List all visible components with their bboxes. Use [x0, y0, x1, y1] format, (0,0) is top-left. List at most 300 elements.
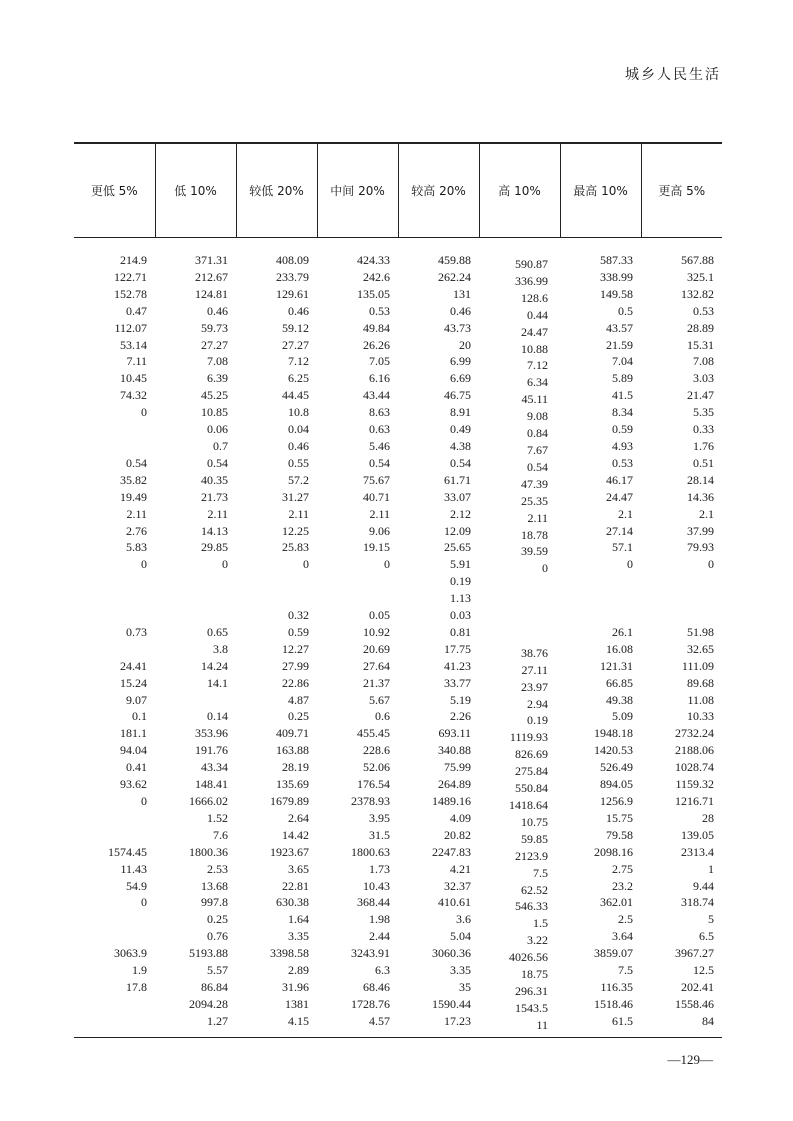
table-cell: 424.33 — [357, 253, 390, 267]
table-row — [74, 573, 722, 590]
table-cell: 7.5 — [618, 963, 633, 978]
table-cell: 7.05 — [369, 354, 390, 369]
table-cell: 7.67 — [527, 442, 548, 457]
table-cell: 51.98 — [687, 624, 714, 639]
table-cell: 0.54 — [207, 455, 228, 470]
table-cell: 75.67 — [363, 472, 390, 487]
table-cell: 409.71 — [276, 726, 309, 741]
table-cell: 131 — [453, 286, 471, 301]
table-cell — [317, 590, 398, 607]
table-cell: 5.83 — [126, 540, 147, 555]
table-row — [74, 776, 722, 793]
table-cell: 2098.16 — [594, 844, 633, 859]
table-cell: 1159.32 — [675, 777, 714, 792]
table-cell: 122.71 — [114, 269, 147, 284]
table-cell: 1.98 — [369, 912, 390, 927]
table-cell: 362.01 — [600, 895, 633, 910]
table-cell: 10.88 — [521, 341, 548, 356]
table-cell: 19.49 — [120, 489, 147, 504]
table-cell: 6.34 — [527, 375, 548, 390]
table-cell: 61.71 — [444, 472, 471, 487]
table-cell: 28.14 — [687, 472, 714, 487]
table-cell: 7.08 — [207, 354, 228, 369]
table-cell: 0.54 — [527, 459, 548, 474]
table-cell: 10.85 — [201, 405, 228, 420]
table-cell: 2.53 — [207, 861, 228, 876]
table-cell: 0.53 — [693, 303, 714, 318]
table-cell: 2.64 — [288, 810, 309, 825]
table-cell: 587.33 — [600, 253, 633, 267]
table-cell: 46.17 — [606, 472, 633, 487]
table-cell: 132.82 — [681, 286, 714, 301]
table-cell: 0.44 — [527, 307, 548, 322]
table-cell: 5.67 — [369, 692, 390, 707]
table-cell: 44.45 — [282, 388, 309, 403]
table-cell: 242.6 — [363, 269, 390, 284]
table-row — [74, 607, 722, 624]
table-cell: 408.09 — [276, 253, 309, 267]
table-cell: 0.65 — [207, 624, 228, 639]
table-body — [74, 238, 722, 1030]
table-cell: 93.62 — [120, 777, 147, 792]
table-cell: 10.33 — [687, 709, 714, 724]
table-cell: 6.5 — [699, 929, 714, 944]
table-cell: 3.65 — [288, 861, 309, 876]
table-cell: 3398.58 — [270, 946, 309, 961]
table-cell: 0.54 — [369, 455, 390, 470]
table-cell: 4.38 — [450, 438, 471, 453]
table-cell: 15.31 — [687, 337, 714, 352]
table-row — [74, 658, 722, 675]
table-cell: 66.85 — [606, 675, 633, 690]
table-cell: 27.27 — [201, 337, 228, 352]
table-row — [74, 320, 722, 337]
table-row — [74, 708, 722, 725]
table-cell: 52.06 — [363, 760, 390, 775]
table-cell: 9.06 — [369, 523, 390, 538]
table-cell — [641, 607, 722, 624]
table-cell: 1119.93 — [509, 730, 548, 745]
table-cell: 5.91 — [450, 557, 471, 572]
table-cell: 3.6 — [456, 912, 471, 927]
table-cell — [74, 641, 155, 658]
table-cell: 4.57 — [369, 1013, 390, 1028]
table-cell: 15.24 — [120, 675, 147, 690]
table-cell — [74, 1013, 155, 1030]
table-cell: 14.13 — [201, 523, 228, 538]
table-cell: 5.35 — [693, 405, 714, 420]
table-row — [74, 353, 722, 370]
table-cell: 26.1 — [612, 624, 633, 639]
table-cell — [74, 827, 155, 844]
table-cell — [317, 573, 398, 590]
table-cell: 46.75 — [444, 388, 471, 403]
table-cell: 21.47 — [687, 388, 714, 403]
table-cell: 11.43 — [120, 861, 147, 876]
table-row — [74, 370, 722, 387]
table-cell: 0.32 — [288, 608, 309, 623]
column-header: 更高 5% — [641, 143, 722, 238]
table-cell: 31.96 — [282, 979, 309, 994]
table-cell: 112.07 — [114, 320, 147, 335]
table-cell: 24.47 — [521, 324, 548, 339]
table-row — [74, 421, 722, 438]
table-cell: 410.61 — [438, 895, 471, 910]
table-cell: 0.46 — [288, 438, 309, 453]
table-cell: 31.5 — [369, 827, 390, 842]
table-cell: 0.81 — [450, 624, 471, 639]
table-cell: 0 — [542, 561, 548, 576]
table-cell: 21.37 — [363, 675, 390, 690]
table-row — [74, 675, 722, 692]
table-cell: 5.57 — [207, 963, 228, 978]
table-cell: 353.96 — [195, 726, 228, 741]
table-cell: 6.69 — [450, 371, 471, 386]
table-row — [74, 861, 722, 878]
table-cell: 368.44 — [357, 895, 390, 910]
table-cell: 49.38 — [606, 692, 633, 707]
table-cell: 5193.88 — [189, 946, 228, 961]
table-cell: 13.68 — [201, 878, 228, 893]
table-row — [74, 1013, 722, 1030]
table-cell: 233.79 — [276, 269, 309, 284]
table-cell — [74, 810, 155, 827]
table-cell: 135.69 — [276, 777, 309, 792]
table-cell: 14.42 — [282, 827, 309, 842]
table-cell: 14.24 — [201, 658, 228, 673]
table-cell: 693.11 — [438, 726, 471, 741]
table-cell: 2.89 — [288, 963, 309, 978]
table-cell: 336.99 — [515, 273, 548, 288]
table-cell: 7.6 — [213, 827, 228, 842]
table-cell: 22.86 — [282, 675, 309, 690]
table-cell: 202.41 — [681, 979, 714, 994]
table-cell: 148.41 — [195, 777, 228, 792]
table-cell: 6.16 — [369, 371, 390, 386]
table-cell: 0.46 — [288, 303, 309, 318]
table-row — [74, 928, 722, 945]
table-cell: 1420.53 — [594, 743, 633, 758]
table-cell: 17.75 — [444, 641, 471, 656]
table-cell: 0 — [141, 794, 147, 808]
table-cell: 20.69 — [363, 641, 390, 656]
table-cell: 54.9 — [126, 878, 147, 893]
table-cell: 2.26 — [450, 709, 471, 724]
table-row — [74, 624, 722, 641]
table-cell: 8.34 — [612, 405, 633, 420]
table-cell: 38.76 — [521, 645, 548, 660]
table-cell: 0.41 — [126, 760, 147, 775]
table-cell — [74, 911, 155, 928]
table-cell — [560, 590, 641, 607]
table-cell: 3.03 — [693, 371, 714, 386]
table-cell — [74, 996, 155, 1013]
table-cell: 116.35 — [600, 979, 633, 994]
table-cell: 0.47 — [126, 303, 147, 318]
table-cell: 24.41 — [120, 658, 147, 673]
table-cell: 49.84 — [363, 320, 390, 335]
table-cell: 1 — [708, 861, 714, 876]
table-cell: 2.94 — [527, 696, 548, 711]
table-cell: 0 — [141, 895, 147, 910]
table-row — [74, 979, 722, 996]
table-cell: 228.6 — [363, 743, 390, 758]
table-cell: 45.25 — [201, 388, 228, 403]
table-cell: 7.04 — [612, 354, 633, 369]
table-cell: 4.21 — [450, 861, 471, 876]
table-cell: 28 — [702, 810, 714, 825]
table-cell: 0.04 — [288, 422, 309, 437]
table-cell: 10.8 — [288, 405, 309, 420]
table-cell: 35 — [459, 979, 471, 994]
table-cell: 2.75 — [612, 861, 633, 876]
table-cell: 16.08 — [606, 641, 633, 656]
table-cell: 1.52 — [207, 810, 228, 825]
table-cell: 2188.06 — [675, 743, 714, 758]
table-row — [74, 590, 722, 607]
table-cell: 149.58 — [600, 286, 633, 301]
table-cell: 11 — [536, 1017, 548, 1032]
table-cell: 20 — [459, 337, 471, 352]
table-cell: 455.45 — [357, 726, 390, 741]
table-cell — [74, 438, 155, 455]
table-cell: 3.64 — [612, 929, 633, 944]
table-cell: 128.6 — [521, 290, 548, 305]
table-cell: 26.26 — [363, 337, 390, 352]
table-cell: 6.3 — [375, 963, 390, 978]
table-cell: 5.46 — [369, 438, 390, 453]
table-cell: 33.77 — [444, 675, 471, 690]
table-row — [74, 387, 722, 404]
table-cell: 181.1 — [120, 726, 147, 741]
table-cell: 0.25 — [207, 912, 228, 927]
table-cell: 264.89 — [438, 777, 471, 792]
table-cell: 7.5 — [533, 865, 548, 880]
table-cell: 1381 — [285, 996, 309, 1011]
table-cell: 1590.44 — [432, 996, 471, 1011]
table-cell: 62.52 — [521, 882, 548, 897]
table-cell: 0.54 — [126, 455, 147, 470]
table-cell: 0 — [708, 557, 714, 572]
table-cell: 0.51 — [693, 455, 714, 470]
column-header: 较低 20% — [236, 143, 317, 238]
data-table — [74, 142, 722, 1030]
table-cell: 12.5 — [693, 963, 714, 978]
table-cell: 0.19 — [527, 713, 548, 728]
table-cell: 18.75 — [521, 967, 548, 982]
table-cell: 40.35 — [201, 472, 228, 487]
page-header-title: 城乡人民生活 — [625, 67, 721, 83]
table-cell: 28.19 — [282, 760, 309, 775]
table-row — [74, 878, 722, 895]
table-cell: 2247.83 — [432, 844, 471, 859]
table-cell: 31.27 — [282, 489, 309, 504]
table-cell: 296.31 — [515, 983, 548, 998]
table-cell: 1028.74 — [675, 760, 714, 775]
table-cell: 7.12 — [288, 354, 309, 369]
table-cell: 40.71 — [363, 489, 390, 504]
table-cell: 0 — [627, 557, 633, 572]
table-cell: 4.15 — [288, 1013, 309, 1028]
spacer-row — [74, 238, 722, 253]
table-cell: 3.22 — [527, 933, 548, 948]
table-cell: 43.34 — [201, 760, 228, 775]
table-cell: 630.38 — [276, 895, 309, 910]
table-cell: 12.27 — [282, 641, 309, 656]
table-cell: 2.11 — [207, 506, 228, 521]
page-number: —129— — [667, 1052, 713, 1067]
table-cell: 23.2 — [612, 878, 633, 893]
table-row — [74, 911, 722, 928]
table-cell: 24.47 — [606, 489, 633, 504]
column-header: 最高 10% — [560, 143, 641, 238]
table-cell: 28.89 — [687, 320, 714, 335]
table-cell: 84 — [702, 1013, 714, 1028]
table-bottom-rule — [74, 1037, 722, 1038]
table-row — [74, 438, 722, 455]
table-cell: 8.91 — [450, 405, 471, 420]
table-row — [74, 894, 722, 911]
table-cell: 1.9 — [132, 963, 147, 978]
table-cell: 57.1 — [612, 540, 633, 555]
table-row — [74, 506, 722, 523]
table-row — [74, 827, 722, 844]
table-cell — [641, 590, 722, 607]
table-cell: 214.9 — [120, 253, 147, 267]
table-cell: 1666.02 — [189, 794, 228, 808]
table-cell: 1518.46 — [594, 996, 633, 1011]
table-cell: 35.82 — [120, 472, 147, 487]
table-cell: 1728.76 — [351, 996, 390, 1011]
table-cell: 5 — [708, 912, 714, 927]
table-cell: 2378.93 — [351, 794, 390, 808]
table-cell: 89.68 — [687, 675, 714, 690]
table-cell: 338.99 — [600, 269, 633, 284]
table-cell: 1543.5 — [515, 1000, 548, 1015]
table-cell: 0.53 — [369, 303, 390, 318]
table-cell: 590.87 — [515, 257, 548, 271]
table-cell: 32.65 — [687, 641, 714, 656]
table-cell: 17.23 — [444, 1013, 471, 1028]
table-cell: 41.23 — [444, 658, 471, 673]
table-cell — [155, 573, 236, 590]
table-cell: 59.73 — [201, 320, 228, 335]
table-row — [74, 962, 722, 979]
table-cell: 0 — [384, 557, 390, 572]
table-row — [74, 742, 722, 759]
table-cell: 0 — [141, 557, 147, 572]
table-cell: 5.89 — [612, 371, 633, 386]
table-cell — [74, 607, 155, 624]
table-cell: 2.11 — [126, 506, 147, 521]
table-cell: 0.14 — [207, 709, 228, 724]
column-header: 低 10% — [155, 143, 236, 238]
table-cell — [479, 611, 560, 628]
table-cell: 340.88 — [438, 743, 471, 758]
table-cell: 0.76 — [207, 929, 228, 944]
table-cell: 27.64 — [363, 658, 390, 673]
table-cell: 2732.24 — [675, 726, 714, 741]
table-cell: 10.92 — [363, 624, 390, 639]
table-cell: 6.99 — [450, 354, 471, 369]
table-cell: 39.59 — [521, 544, 548, 559]
table-cell: 2.1 — [618, 506, 633, 521]
table-cell: 43.73 — [444, 320, 471, 335]
table-cell: 1.13 — [450, 591, 471, 606]
table-row — [74, 725, 722, 742]
table-cell: 12.25 — [282, 523, 309, 538]
table-cell: 14.1 — [207, 675, 228, 690]
table-cell: 111.09 — [681, 658, 714, 673]
table-cell: 12.09 — [444, 523, 471, 538]
column-header: 较高 20% — [398, 143, 479, 238]
table-cell: 1489.16 — [432, 794, 471, 808]
table-row — [74, 303, 722, 320]
table-row — [74, 945, 722, 962]
table-cell — [560, 607, 641, 624]
table-cell: 2123.9 — [515, 848, 548, 863]
table-cell: 0 — [141, 405, 147, 420]
table-cell: 139.05 — [681, 827, 714, 842]
table-cell: 275.84 — [515, 764, 548, 779]
table-row — [74, 286, 722, 303]
table-cell: 3967.27 — [675, 946, 714, 961]
table-cell — [155, 590, 236, 607]
table-cell: 2.12 — [450, 506, 471, 521]
table-cell: 3859.07 — [594, 946, 633, 961]
table-cell: 826.69 — [515, 747, 548, 762]
table-cell: 1.5 — [533, 916, 548, 931]
table-cell: 0.03 — [450, 608, 471, 623]
table-cell: 6.39 — [207, 371, 228, 386]
table-cell — [479, 594, 560, 611]
table-row — [74, 556, 722, 573]
table-cell: 1256.9 — [600, 794, 633, 808]
table-cell — [74, 590, 155, 607]
table-cell: 32.37 — [444, 878, 471, 893]
table-cell: 546.33 — [515, 899, 548, 914]
table-cell: 526.49 — [600, 760, 633, 775]
table-row — [74, 252, 722, 269]
table-cell — [74, 928, 155, 945]
table-cell: 79.58 — [606, 827, 633, 842]
table-cell: 5.19 — [450, 692, 471, 707]
table-cell: 1800.63 — [351, 844, 390, 859]
table-cell: 4.93 — [612, 438, 633, 453]
table-cell: 25.83 — [282, 540, 309, 555]
table-cell: 43.57 — [606, 320, 633, 335]
table-cell: 27.27 — [282, 337, 309, 352]
table-cell: 18.78 — [521, 527, 548, 542]
table-cell: 0.59 — [288, 624, 309, 639]
table-cell: 53.14 — [120, 337, 147, 352]
table-cell: 8.63 — [369, 405, 390, 420]
table-cell: 2.11 — [369, 506, 390, 521]
table-cell: 10.43 — [363, 878, 390, 893]
table-cell: 61.5 — [612, 1013, 633, 1028]
table-cell: 129.61 — [276, 286, 309, 301]
table-cell — [155, 692, 236, 709]
table-row — [74, 810, 722, 827]
table-cell: 0.63 — [369, 422, 390, 437]
table-cell: 371.31 — [195, 253, 228, 267]
table-cell: 0.73 — [126, 624, 147, 639]
table-cell: 4.09 — [450, 810, 471, 825]
table-cell: 3.35 — [450, 963, 471, 978]
table-row — [74, 641, 722, 658]
table-row — [74, 523, 722, 540]
table-row — [74, 692, 722, 709]
